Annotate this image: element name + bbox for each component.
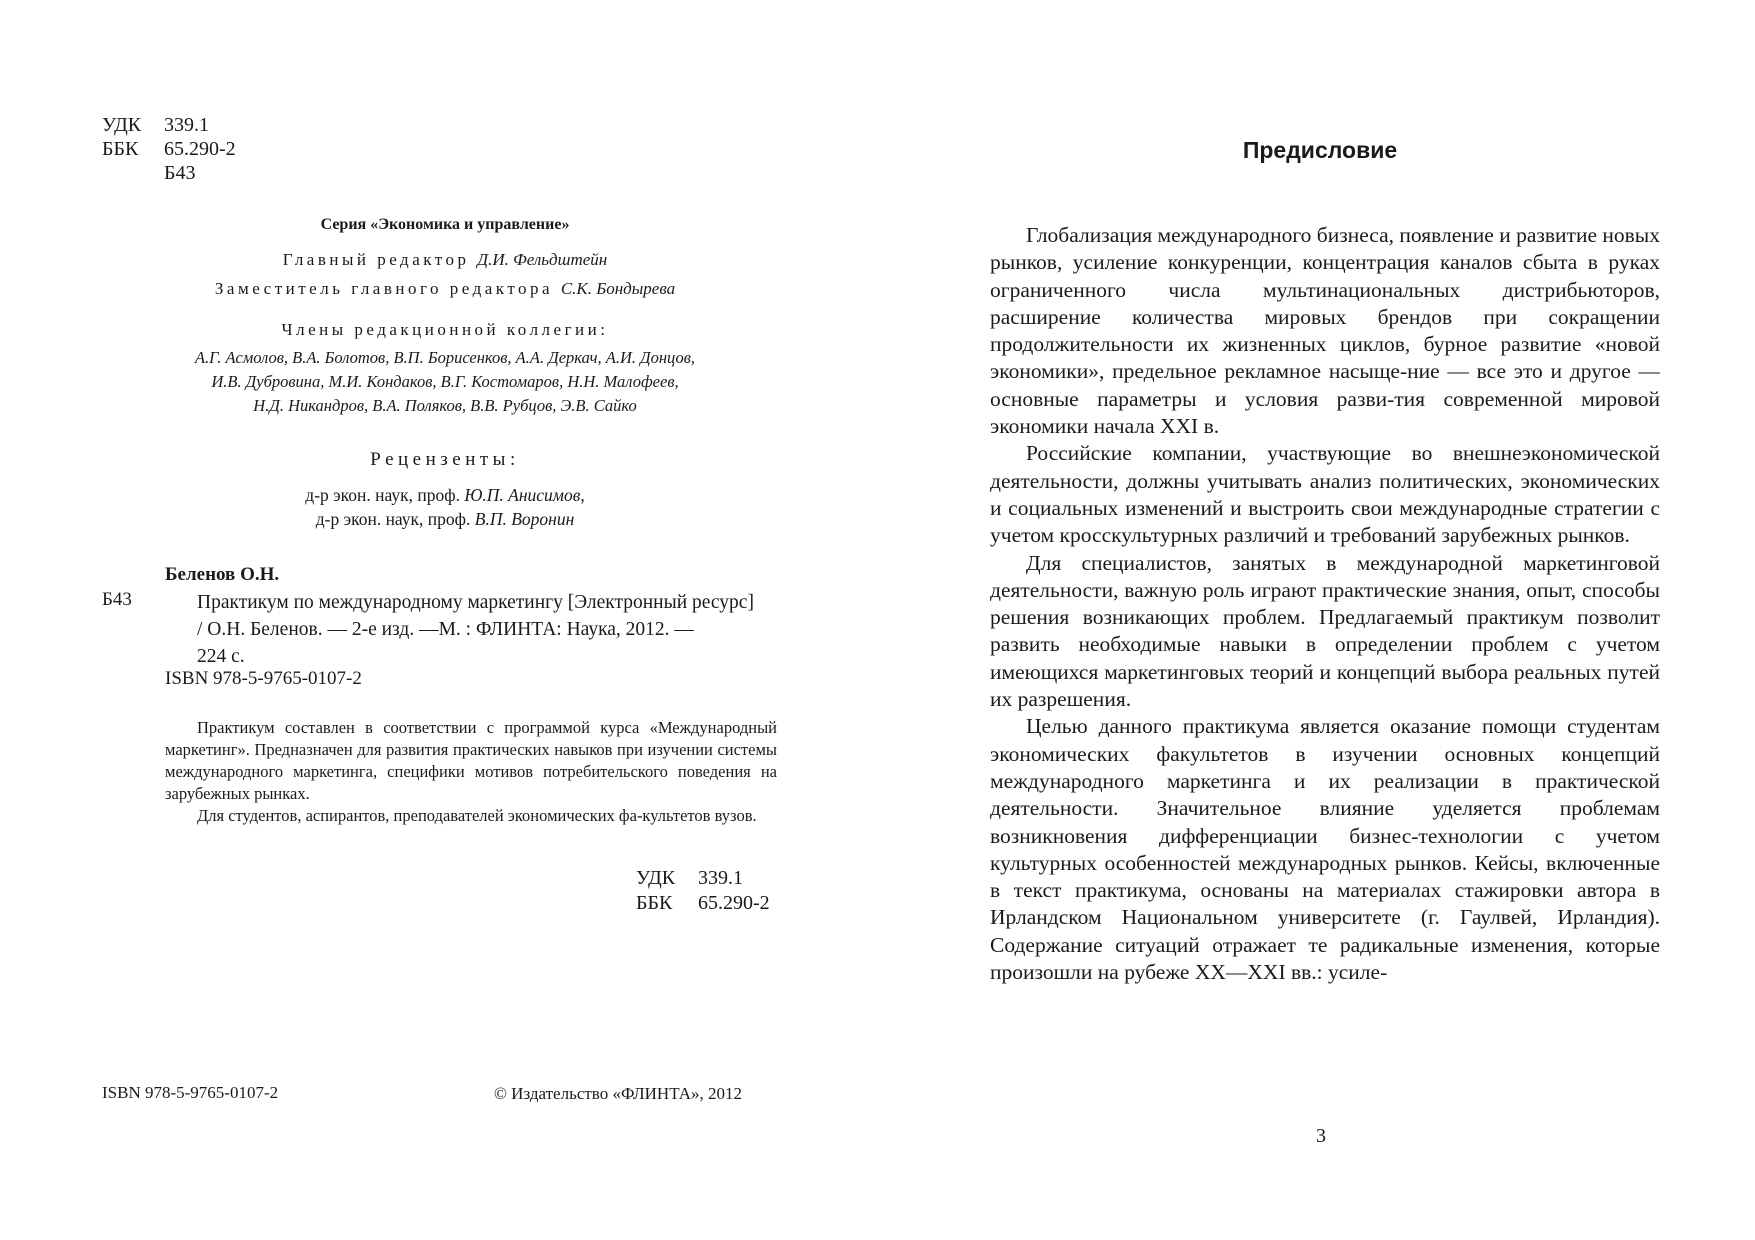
board-members-line: И.В. Дубровина, М.И. Кондаков, В.Г. Костомаров, Н.Н. Малофеев,	[211, 372, 679, 391]
top-classification-codes	[102, 113, 236, 185]
chief-editor	[145, 250, 745, 270]
deputy-editor-name: С.К. Бондырева	[560, 279, 676, 298]
author-heading: Беленов О.Н.	[165, 564, 280, 585]
footer-isbn: ISBN 978-5-9765-0107-2	[102, 1083, 279, 1102]
reviewers-heading: Рецензенты:	[370, 449, 520, 470]
udk-row	[636, 866, 770, 891]
reviewer-name: Ю.П. Анисимов	[464, 485, 581, 505]
board-members-line: А.Г. Асмолов, В.А. Болотов, В.П. Борисенков, А.А. Деркач, А.И. Донцов,	[194, 348, 696, 367]
reviewer	[145, 483, 745, 507]
page-title: Предисловие	[1242, 137, 1398, 163]
code-value: Б43	[164, 162, 196, 184]
code-key: ББК	[102, 138, 139, 160]
bibliographic-line: Практикум по международному маркетингу [Электронный ресурс]	[197, 592, 754, 613]
reviewer-title: д-р экон. наук, проф.	[305, 485, 460, 505]
deputy-editor	[145, 279, 745, 299]
reviewer-title: д-р экон. наук, проф.	[315, 509, 471, 529]
board-members-line: Н.Д. Никандров, В.А. Поляков, В.В. Рубцов, Э.В. Сайко	[253, 396, 637, 415]
code-value: 339.1	[698, 867, 743, 889]
chief-editor-name: Д.И. Фельдштейн	[477, 250, 608, 269]
code-value: 65.290-2	[698, 892, 770, 914]
reviewer	[145, 507, 745, 531]
bibliographic-line: 224 с.	[197, 646, 245, 667]
author-mark-row	[102, 161, 236, 185]
preface-paragraph: Глобализация международного бизнеса, появление и развитие новых рынков, усиление конкуренции, концентрация каналов сбыта в руках ограниченного числа мультинациональных дистрибьюторов, расширение количества мировых брендов при сокращении продолжительности их жизненных циклов, бурное развитие «новой экономики», предельное рекламное насыще-ние — все это и другое — основные параметры и условия разви-тия современной мировой экономики начала XXI в.	[990, 223, 1660, 439]
code-key: ББК	[636, 892, 673, 914]
copyright: © Издательство «ФЛИНТА», 2012	[494, 1084, 743, 1103]
annotation-paragraph: Практикум составлен в соответствии с программой курса «Международный маркетинг». Предназначен для развития практических навыков при изучении системы международного маркетинга, специфики мотивов потребительского поведения на зарубежных рынках.	[165, 718, 777, 803]
bibliographic-description	[197, 589, 807, 670]
bottom-classification-codes	[636, 866, 770, 916]
reviewer-name: В.П. Воронин	[474, 509, 575, 529]
preface-paragraph: Целью данного практикума является оказание помощи студентам экономических факультетов в изучении основных концепций международного маркетинга и их реализации в практической деятельности. Значительное влияние уделяется проблемам возникновения дифференциации бизнес-технологии с учетом культурных особенностей международных рынков. Кейсы, включенные в текст практикума, основаны на материалах стажировки автора в Ирландском Национальном университете (г. Гаулвей, Ирландия). Содержание ситуаций отражает те радикальные изменения, которые произошли на рубеже XX—XXI вв.: усиле-	[990, 714, 1660, 985]
reviewer-suffix: ,	[580, 485, 585, 505]
deputy-editor-label: Заместитель главного редактора	[214, 279, 554, 298]
annotation	[165, 717, 777, 827]
chief-editor-label: Главный редактор	[282, 250, 470, 269]
preface-paragraph: Для специалистов, занятых в международной маркетинговой деятельности, важную роль играют практические знания, опыт, способы решения возникающих проблем. Предлагаемый практикум позволит развить необходимые навыки в определении проблем с учетом имеющихся маркетинговых теорий и концепций выбора реальных путей их разрешения.	[990, 550, 1660, 712]
reviewers-list	[145, 483, 745, 531]
isbn: ISBN 978-5-9765-0107-2	[165, 668, 362, 689]
code-key	[102, 161, 164, 185]
bibliographic-line: / О.Н. Беленов. — 2-е изд. —М. : ФЛИНТА: Наука, 2012. —	[197, 619, 694, 640]
udk-row	[102, 113, 236, 137]
annotation-paragraph: Для студентов, аспирантов, преподавателей экономических фа-культетов вузов.	[197, 806, 757, 825]
preface-paragraph: Российские компании, участвующие во внешнеэкономической деятельности, должны учитывать анализ политических, экономических и социальных изменений и выстроить свои международные стратегии с учетом кросскультурных различий и требований зарубежных рынков.	[990, 441, 1660, 548]
code-value: 65.290-2	[164, 138, 236, 160]
preface-body	[990, 222, 1660, 986]
board-members	[145, 346, 745, 418]
series-title: Серия «Экономика и управление»	[320, 216, 570, 233]
call-mark: Б43	[102, 589, 132, 610]
bbk-row	[102, 137, 236, 161]
code-key: УДК	[102, 114, 142, 136]
code-value: 339.1	[164, 114, 209, 136]
board-heading: Члены редакционной коллегии:	[281, 320, 609, 339]
bbk-row	[636, 891, 770, 916]
code-key: УДК	[636, 867, 676, 889]
page-number: 3	[1316, 1125, 1326, 1147]
